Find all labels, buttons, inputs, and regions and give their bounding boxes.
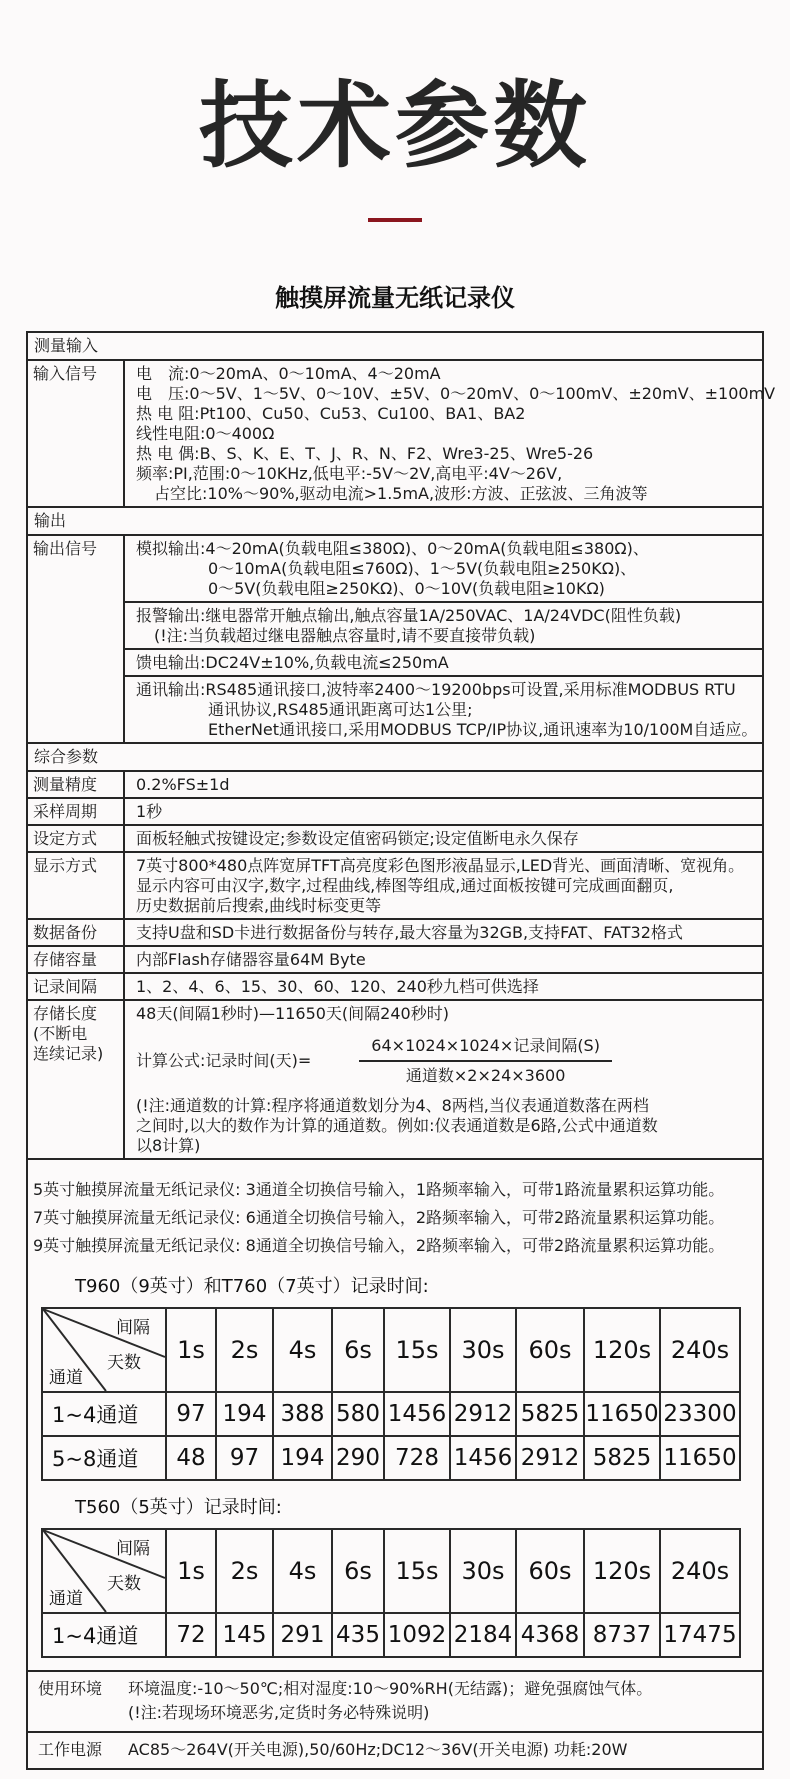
record-value: 388 [273, 1392, 332, 1436]
interval-header: 2s [216, 1529, 273, 1613]
spec-line: (!注:当负载超过继电器触点容量时,请不要直接带负载) [154, 626, 536, 645]
record-table-caption-t560: T560（5英寸）记录时间: [75, 1497, 282, 1518]
row-output-signal [28, 534, 762, 742]
record-value: 97 [166, 1392, 216, 1436]
spec-line: EtherNet通讯接口,采用MODBUS TCP/IP协议,通讯速率为10/100M自适应。 [208, 720, 758, 739]
page [0, 62, 790, 1779]
row-storage-length [28, 999, 762, 1158]
record-value: 11650 [660, 1436, 740, 1480]
accent-divider [368, 218, 422, 222]
record-value: 72 [166, 1613, 216, 1657]
spec-line: 7英寸800*480点阵宽屏TFT高亮度彩色图形液晶显示,LED背光、画面清晰、宽视角。 [136, 856, 745, 875]
spec-line: 显示内容可由汉字,数字,过程曲线,棒图等组成,通过面板按键可完成画面翻页, [136, 876, 674, 895]
environment-content [128, 1677, 758, 1725]
record-value: 291 [273, 1613, 332, 1657]
spec-line: 0～10mA(负载电阻≤760Ω)、1～5V(负载电阻≥250KΩ)、 [208, 559, 637, 578]
environment-label: 使用环境 [38, 1679, 103, 1698]
page-title: 技术参数 [198, 72, 591, 181]
row-backup [28, 918, 762, 945]
row-label: 1~4通道 [42, 1613, 166, 1657]
spec-line: 电 流:0～20mA、0～10mA、4～20mA [136, 364, 441, 383]
storage-range: 48天(间隔1秒时)—11650天(间隔240秒时) [136, 1004, 449, 1023]
spec-line: 报警输出:继电器常开触点输出,触点容量1A/250VAC、1A/24VDC(阻性负载) [136, 606, 682, 625]
interval-header: 2s [216, 1308, 273, 1392]
row-display [28, 851, 762, 918]
row-accuracy [28, 770, 762, 797]
record-value: 5825 [516, 1392, 584, 1436]
section-row-general [28, 742, 762, 770]
backup-value: 支持U盘和SD卡进行数据备份与转存,最大容量为32GB,支持FAT、FAT32格式 [136, 923, 683, 942]
label-line: 连续记录) [33, 1044, 104, 1063]
section-row-measure-input [28, 333, 762, 359]
interval-header: 240s [660, 1529, 740, 1613]
record-value: 8737 [584, 1613, 660, 1657]
record-value: 97 [216, 1436, 273, 1480]
record-header-row [42, 1529, 740, 1613]
capacity-value: 内部Flash存储器容量64M Byte [136, 950, 366, 969]
sampling-value: 1秒 [136, 802, 163, 821]
output-signal-label: 输出信号 [28, 536, 125, 742]
corner-days-label: 天数 [107, 1353, 141, 1373]
record-value: 17475 [660, 1613, 740, 1657]
spec-line: 热 电 阻:Pt100、Cu50、Cu53、Cu100、BA1、BA2 [136, 404, 526, 423]
fraction-numerator: 64×1024×1024×记录间隔(S) [359, 1036, 612, 1062]
record-value: 23300 [660, 1392, 740, 1436]
corner-channel-label: 通道 [49, 1589, 83, 1609]
backup-label: 数据备份 [28, 920, 125, 945]
setting-value: 面板轻触式按键设定;参数设定值密码锁定;设定值断电永久保存 [136, 829, 579, 848]
diagonal-corner-cell [42, 1529, 166, 1613]
alarm-output-subrow [125, 601, 762, 648]
record-header-row [42, 1308, 740, 1392]
record-value: 580 [332, 1392, 384, 1436]
product-descriptions [28, 1160, 762, 1260]
interval-header: 240s [660, 1308, 740, 1392]
record-value: 1456 [450, 1436, 516, 1480]
spec-line: 热 电 偶:B、S、K、E、T、J、R、N、F2、Wre3-25、Wre5-26 [136, 444, 594, 463]
storage-length-content [125, 1001, 762, 1158]
interval-header: 15s [384, 1529, 450, 1613]
corner-days-label: 天数 [107, 1574, 141, 1594]
display-content [125, 853, 762, 918]
interval-header: 6s [332, 1529, 384, 1613]
interval-label: 记录间隔 [28, 974, 125, 999]
formula-fraction [359, 1036, 612, 1086]
product-line: 9英寸触摸屏流量无纸记录仪: 8通道全切换信号输入，2路频率输入，可带2路流量累积运算功能。 [33, 1236, 725, 1255]
output-signal-content [125, 536, 762, 742]
interval-value: 1、2、4、6、15、30、60、120、240秒九档可供选择 [136, 977, 539, 996]
record-row-ch1-4 [42, 1613, 740, 1657]
row-capacity [28, 945, 762, 972]
interval-header: 4s [273, 1308, 332, 1392]
storage-formula [136, 1036, 758, 1086]
record-table-caption-t960-t760: T960（9英寸）和T760（7英寸）记录时间: [75, 1276, 429, 1297]
fraction-denominator: 通道数×2×24×3600 [405, 1066, 566, 1085]
interval-header: 60s [516, 1529, 584, 1613]
record-value: 290 [332, 1436, 384, 1480]
record-value: 728 [384, 1436, 450, 1480]
interval-header: 120s [584, 1529, 660, 1613]
spec-line: 占空比:10%～90%,驱动电流>1.5mA,波形:方波、正弦波、三角波等 [154, 484, 648, 503]
power-label: 工作电源 [38, 1740, 103, 1759]
record-value: 5825 [584, 1436, 660, 1480]
label-line: (不断电 [33, 1024, 88, 1043]
row-sampling [28, 797, 762, 824]
product-subtitle: 触摸屏流量无纸记录仪 [275, 284, 515, 312]
row-interval [28, 972, 762, 999]
spec-line: 馈电输出:DC24V±10%,负载电流≤250mA [136, 653, 449, 672]
interval-header: 30s [450, 1308, 516, 1392]
section-header-general: 综合参数 [34, 747, 99, 766]
sampling-label: 采样周期 [28, 799, 125, 824]
corner-interval-label: 间隔 [116, 1539, 150, 1559]
record-value: 48 [166, 1436, 216, 1480]
product-line: 5英寸触摸屏流量无纸记录仪: 3通道全切换信号输入，1路频率输入，可带1路流量累积运算功能。 [33, 1180, 725, 1199]
accuracy-label: 测量精度 [28, 772, 125, 797]
power-content: AC85～264V(开关电源),50/60Hz;DC12～36V(开关电源) 功耗:20W [128, 1740, 628, 1759]
record-value: 2912 [450, 1392, 516, 1436]
formula-prefix: 计算公式:记录时间(天)= [136, 1051, 312, 1070]
display-label: 显示方式 [28, 853, 125, 918]
storage-length-label [28, 1001, 125, 1158]
label-line: 存储长度 [33, 1004, 98, 1023]
record-value: 1456 [384, 1392, 450, 1436]
capacity-label: 存储容量 [28, 947, 125, 972]
spec-line: 之间时,以大的数作为计算的通道数。例如:仪表通道数是6路,公式中通道数 [136, 1116, 658, 1135]
row-power [28, 1731, 762, 1768]
diagonal-corner-cell [42, 1308, 166, 1392]
environment-line: (!注:若现场环境恶劣,定货时务必特殊说明) [128, 1703, 430, 1722]
corner-channel-label: 通道 [49, 1368, 83, 1388]
record-row-ch1-4 [42, 1392, 740, 1436]
row-label: 5~8通道 [42, 1436, 166, 1480]
section-header-output: 输出 [34, 511, 67, 530]
spec-line: 模拟输出:4～20mA(负载电阻≤380Ω)、0～20mA(负载电阻≤380Ω)、 [136, 539, 649, 558]
spec-table [26, 331, 776, 1160]
row-input-signal [28, 359, 776, 506]
interval-header: 60s [516, 1308, 584, 1392]
interval-header: 30s [450, 1529, 516, 1613]
record-value: 194 [216, 1392, 273, 1436]
record-value: 1092 [384, 1613, 450, 1657]
interval-header: 1s [166, 1529, 216, 1613]
spec-line: 线性电阻:0～400Ω [136, 424, 275, 443]
input-signal-label: 输入信号 [28, 361, 125, 506]
interval-header: 1s [166, 1308, 216, 1392]
record-value: 2184 [450, 1613, 516, 1657]
environment-line: 环境温度:-10～50℃;相对湿度:10～90%RH(无结露)；避免强腐蚀气体。 [128, 1679, 653, 1698]
section-row-output [28, 506, 762, 534]
setting-label: 设定方式 [28, 826, 125, 851]
analog-output-subrow [125, 536, 762, 601]
row-setting [28, 824, 762, 851]
bottom-section [26, 1158, 764, 1770]
spec-line: 通讯协议,RS485通讯距离可达1公里; [208, 700, 473, 719]
comm-output-subrow [125, 675, 762, 742]
record-table-t560 [41, 1528, 741, 1658]
spec-line: 以8计算) [136, 1136, 201, 1155]
row-environment [28, 1670, 762, 1731]
spec-line: 0～5V(负载电阻≥250KΩ)、0～10V(负载电阻≥10KΩ) [208, 579, 605, 598]
interval-header: 15s [384, 1308, 450, 1392]
record-row-ch5-8 [42, 1436, 740, 1480]
interval-header: 120s [584, 1308, 660, 1392]
spec-line: 通讯输出:RS485通讯接口,波特率2400～19200bps可设置,采用标准MODBUS RTU [136, 680, 736, 699]
section-header-measure-input: 测量输入 [34, 336, 99, 355]
spec-line: 频率:PI,范围:0～10KHz,低电平:-5V～2V,高电平:4V～26V, [136, 464, 563, 483]
record-table-t960-t760 [41, 1307, 741, 1481]
row-label: 1~4通道 [42, 1392, 166, 1436]
record-value: 145 [216, 1613, 273, 1657]
feed-output-subrow [125, 648, 762, 675]
record-value: 435 [332, 1613, 384, 1657]
record-value: 4368 [516, 1613, 584, 1657]
corner-interval-label: 间隔 [116, 1318, 150, 1338]
input-signal-content [125, 361, 776, 506]
interval-header: 6s [332, 1308, 384, 1392]
product-line: 7英寸触摸屏流量无纸记录仪: 6通道全切换信号输入，2路频率输入，可带2路流量累积运算功能。 [33, 1208, 725, 1227]
record-value: 194 [273, 1436, 332, 1480]
interval-header: 4s [273, 1529, 332, 1613]
record-value: 11650 [584, 1392, 660, 1436]
spec-line: (!注:通道数的计算:程序将通道数划分为4、8两档,当仪表通道数落在两档 [136, 1096, 649, 1115]
spec-line: 历史数据前后搜索,曲线时标变更等 [136, 896, 382, 915]
spec-line: 电 压:0～5V、1～5V、0～10V、±5V、0～20mV、0～100mV、±20mV、±100mV [136, 384, 776, 403]
accuracy-value: 0.2%FS±1d [136, 775, 230, 794]
record-value: 2912 [516, 1436, 584, 1480]
